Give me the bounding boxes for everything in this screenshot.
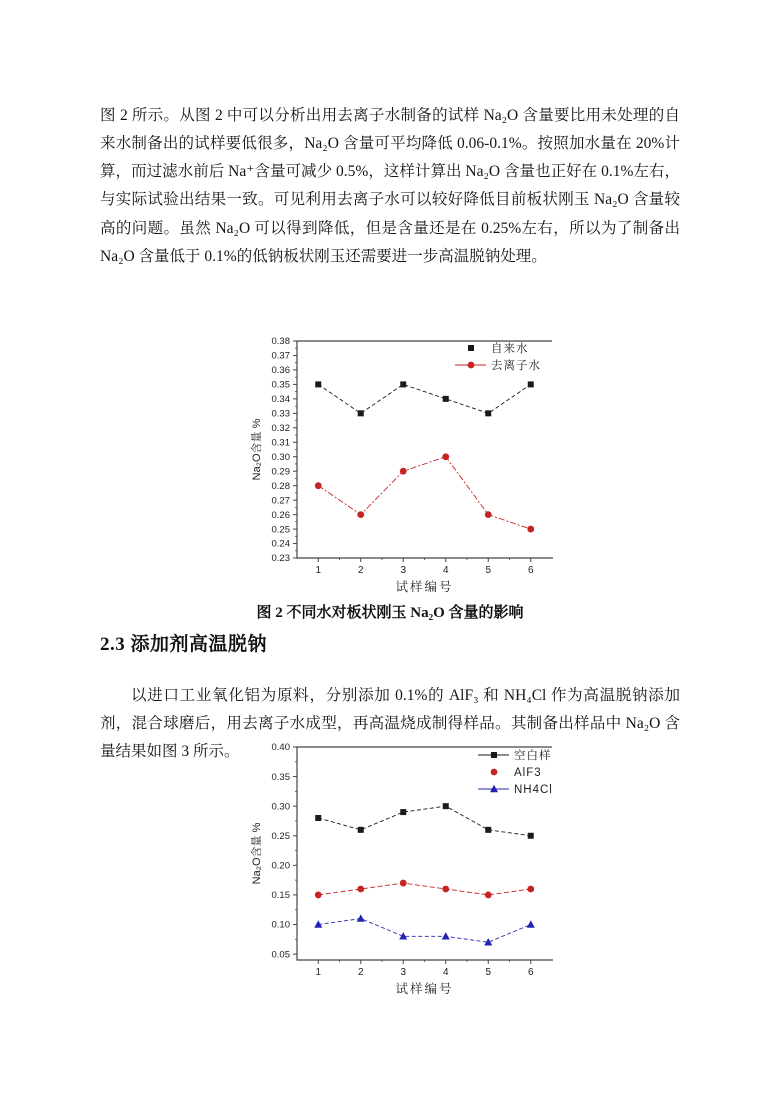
square-marker [485,827,491,833]
y-tick-label: 0.27 [271,495,290,507]
y-tick-label: 0.34 [271,394,290,406]
x-axis-label: 试样编号 [395,982,454,996]
y-tick-label: 0.30 [271,801,290,813]
legend-label: 空白样 [514,750,552,762]
square-marker [485,410,491,416]
square-marker [443,803,449,809]
y-tick-label: 0.29 [271,466,290,478]
y-tick-label: 0.23 [271,553,290,565]
body-paragraph-1: 图 2 所示。从图 2 中可以分析出用去离子水制备的试样 Na₂O 含量要比用未处理的自来水制备出的试样要低很多，Na₂O 含量可平均降低 0.06-0.1%。按照加水量在 20%计算，而过滤水前后 Na⁺含量可减少 0.5%，这样计算出 Na₂O 含量也正好在 0.1%左右，与实际试验出结果一致。可见利用去离子水可以较好降低目前板状刚玉 Na₂O 含量较高的问题。虽然 Na₂O 可以得到降低，但是含量还是在 0.25%左右，所以为了制备出 Na₂O 含量低于 0.1%的低钠板状刚玉还需要进一步高温脱钠处理。 [100,106,680,265]
circle-marker [527,526,534,533]
y-tick-label: 0.24 [271,538,290,550]
circle-marker [400,880,407,887]
y-tick-label: 0.35 [271,771,290,783]
y-tick-label: 0.37 [271,350,290,362]
square-marker [315,381,321,387]
y-tick-label: 0.33 [271,408,290,420]
x-tick-label: 1 [315,967,322,978]
square-marker [468,345,474,351]
y-tick-label: 0.31 [271,437,290,449]
y-tick-label: 0.25 [271,830,290,842]
square-marker [443,396,449,402]
square-marker [400,809,406,815]
legend-label: AlF3 [514,767,542,779]
y-tick-label: 0.36 [271,365,290,377]
circle-marker [491,769,498,776]
square-marker [400,381,406,387]
circle-marker [400,468,407,475]
series-line [318,806,531,836]
x-tick-label: 3 [400,967,407,978]
circle-marker [357,886,364,893]
circle-marker [315,892,322,899]
legend-label: 去离子水 [491,360,541,372]
figure3-chart [238,735,583,1025]
x-tick-label: 2 [357,565,364,576]
figure2-caption: 图 2 不同水对板状刚玉 Na₂O 含量的影响 [256,605,524,621]
y-tick-label: 0.35 [271,379,290,391]
x-tick-label: 5 [485,967,492,978]
y-tick-label: 0.28 [271,480,290,492]
legend-label: NH4Cl [514,784,553,796]
triangle-marker [527,920,535,927]
y-tick-label: 0.38 [271,336,290,348]
y-tick-label: 0.05 [271,949,290,961]
circle-marker [485,892,492,899]
y-tick-label: 0.10 [271,919,290,931]
x-tick-label: 4 [442,565,449,576]
y-tick-label: 0.32 [271,423,290,434]
figure2-chart [238,325,583,610]
body-paragraph-2: 以进口工业氧化铝为原料，分别添加 0.1%的 AlF₃ 和 NH₄Cl 作为高温脱钠添加剂，混合球磨后，用去离子水成型，再高温烧成制得样品。其制备出样品中 Na₂O 含量结果如图 3 所示。 [100,686,680,761]
circle-marker [315,482,322,489]
square-marker [315,815,321,821]
y-axis-label: Na₂O含量 % [251,418,263,481]
y-axis-label: Na₂O含量 % [251,822,263,885]
x-axis-label: 试样编号 [395,580,454,594]
y-tick-label: 0.26 [271,509,290,521]
x-tick-label: 4 [442,967,449,978]
circle-marker [527,886,534,893]
y-tick-label: 0.25 [271,524,290,536]
circle-marker [485,511,492,518]
series-line [318,457,531,529]
y-tick-label: 0.15 [271,890,290,902]
square-marker [528,381,534,387]
square-marker [358,410,364,416]
section-heading-2-3: 2.3 添加剂高温脱钠 [100,634,268,655]
square-marker [528,833,534,839]
legend-label: 自来水 [491,343,529,355]
circle-marker [442,886,449,893]
circle-marker [442,453,449,460]
triangle-marker [399,932,407,939]
circle-marker [357,511,364,518]
circle-marker [468,362,475,369]
series-line [318,883,531,895]
axes-frame [297,341,553,558]
series-line [318,919,531,943]
x-tick-label: 1 [315,565,322,576]
y-tick-label: 0.40 [271,742,290,754]
y-tick-label: 0.30 [271,451,290,463]
series-line [318,384,531,413]
x-tick-label: 6 [527,565,534,576]
y-tick-label: 0.20 [271,860,290,872]
x-tick-label: 6 [527,967,534,978]
square-marker [491,752,497,758]
x-tick-label: 2 [357,967,364,978]
triangle-marker [357,914,365,921]
x-tick-label: 3 [400,565,407,576]
triangle-marker [442,932,450,939]
x-tick-label: 5 [485,565,492,576]
square-marker [358,827,364,833]
